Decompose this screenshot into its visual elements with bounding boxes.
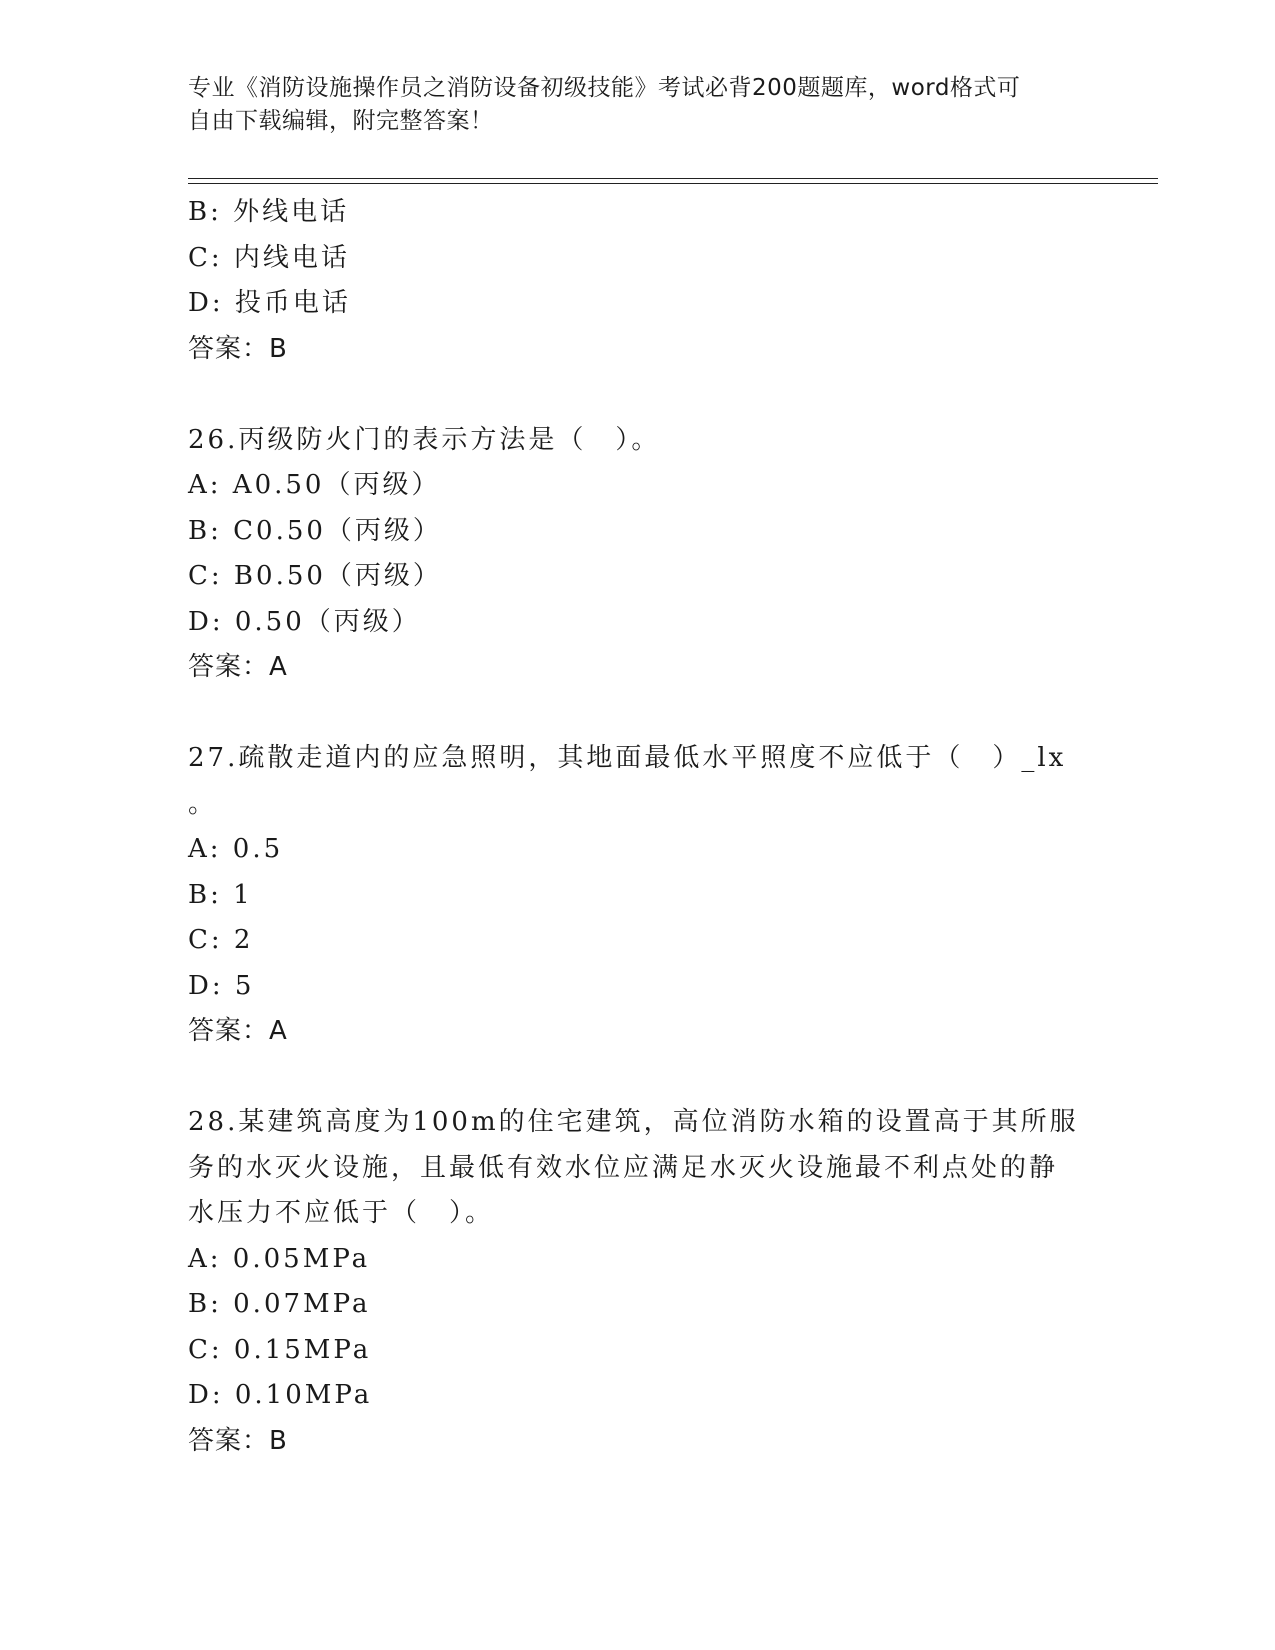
question-text: 26.丙级防火门的表示方法是（ ）。	[188, 424, 661, 455]
option-c: C: B0.50（丙级）	[188, 561, 442, 591]
option-a: A: 0.05MPa	[188, 1243, 371, 1274]
option-c: C: 2	[188, 925, 254, 955]
option-d: D: 0.50（丙级）	[188, 606, 421, 637]
option-d: D: 投币电话	[188, 288, 351, 318]
option-b: B: 1	[188, 879, 253, 910]
option-b: B: 外线电话	[188, 197, 350, 227]
option-c: C: 0.15MPa	[188, 1334, 372, 1365]
option-b: B: 0.07MPa	[188, 1289, 371, 1319]
question-25-block	[188, 190, 1068, 372]
question-text: 28.某建筑高度为100m的住宅建筑，高位消防水箱的设置高于其所服	[188, 1107, 1079, 1137]
option-b: B: C0.50（丙级）	[188, 515, 442, 546]
spacer	[188, 372, 1068, 418]
header-line-1: 专业《消防设施操作员之消防设备初级技能》考试必背200题题库，word格式可	[188, 75, 1021, 101]
header-line-2: 自由下载编辑，附完整答案！	[188, 108, 494, 134]
question-text: 27.疏散走道内的应急照明，其地面最低水平照度不应低于（ ）_lx	[188, 743, 1067, 773]
document-header	[188, 72, 1088, 138]
answer-line: 答案：A	[188, 652, 288, 682]
option-d: D: 0.10MPa	[188, 1380, 373, 1410]
question-text-continued: 务的水灭火设施，且最低有效水位应满足水灭火设施最不利点处的静	[188, 1152, 1059, 1183]
header-divider-bottom	[188, 183, 1158, 184]
option-c: C: 内线电话	[188, 242, 350, 273]
question-text-continued: 水压力不应低于（ ）。	[188, 1198, 495, 1228]
answer-line: 答案：A	[188, 1016, 288, 1046]
question-list	[188, 190, 1079, 1464]
answer-line: 答案：B	[188, 1425, 288, 1456]
question-28-block	[188, 1100, 1079, 1464]
option-a: A: 0.5	[188, 834, 284, 864]
question-26-block	[188, 418, 1068, 691]
header-divider-top	[188, 178, 1158, 179]
option-a: A: A0.50（丙级）	[188, 470, 441, 500]
question-text-continued: 。	[188, 788, 218, 819]
spacer	[188, 1055, 1068, 1101]
answer-line: 答案：B	[188, 333, 288, 364]
question-27-block	[188, 736, 1068, 1055]
option-d: D: 5	[188, 970, 255, 1001]
spacer	[188, 691, 1068, 737]
